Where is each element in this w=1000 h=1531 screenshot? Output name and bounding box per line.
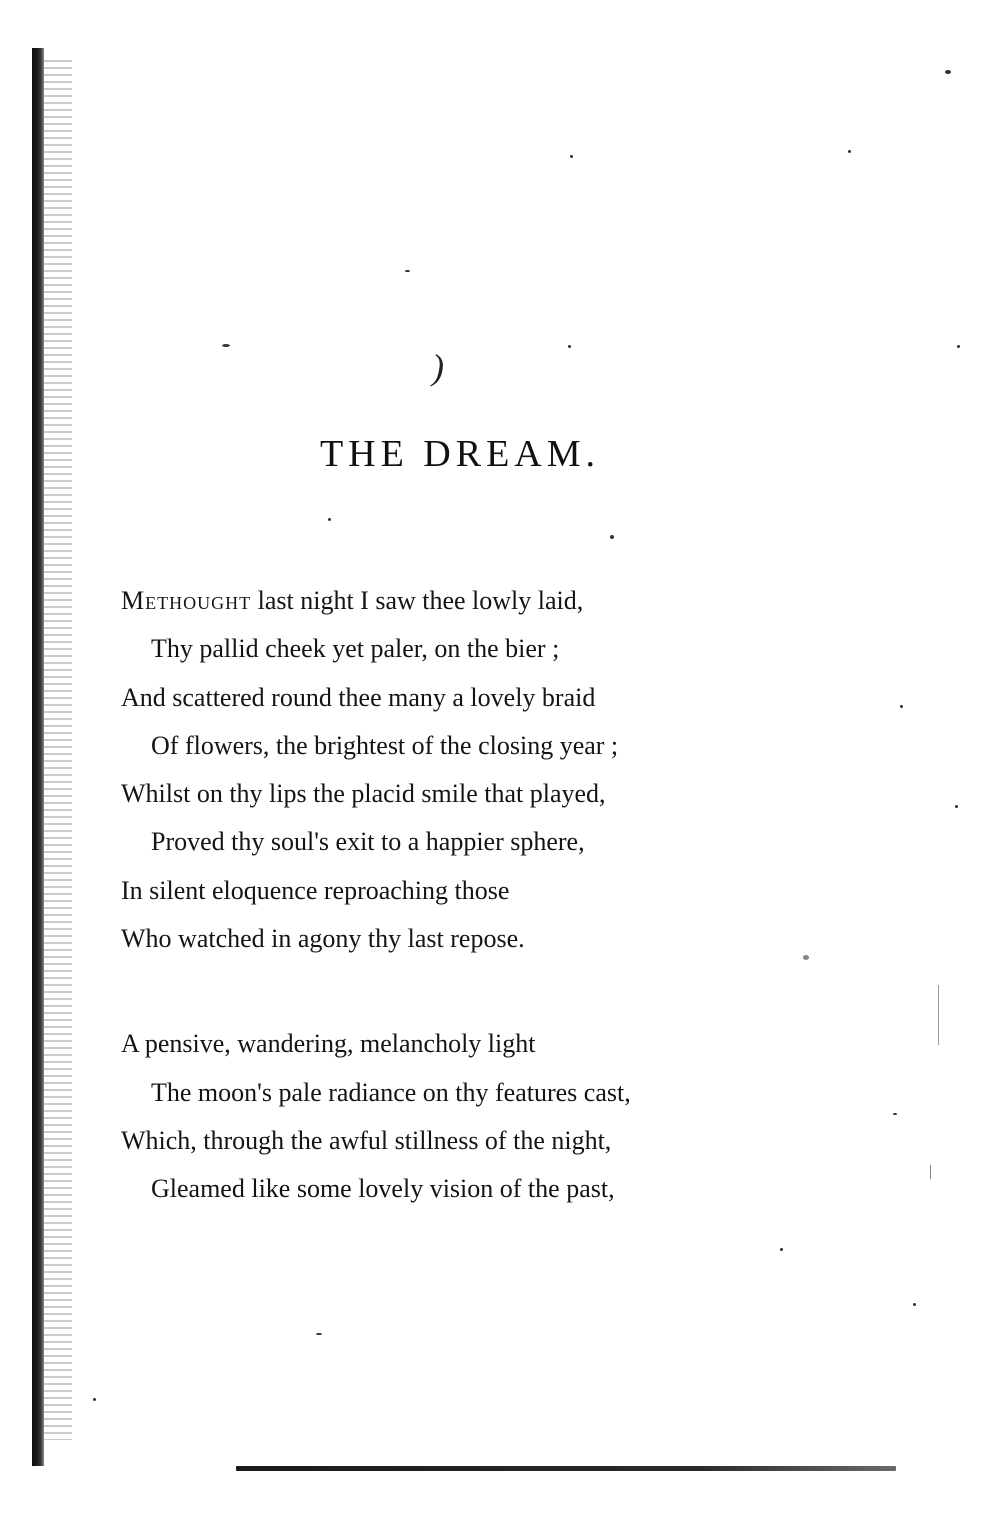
page-binding-edge [32,48,44,1466]
poem-line: A pensive, wandering, melancholy light [121,1029,536,1059]
poem-line: Whilst on thy lips the placid smile that played, [121,779,606,809]
poem-line: Which, through the awful stillness of the night, [121,1125,612,1155]
print-speck [957,345,960,348]
line-text: last night I saw thee lowly laid, [251,586,584,615]
print-speck [316,1333,322,1335]
print-speck [328,518,331,521]
poem-body [121,577,821,1271]
print-speck [568,345,571,348]
poem-line: Thy pallid cheek yet paler, on the bier ; [151,634,560,664]
print-speck [570,155,573,158]
print-speck [222,344,230,347]
print-speck [913,1303,916,1306]
page-ornament: ) [432,347,444,387]
print-speck [405,270,410,272]
opening-word: Methought [121,586,252,615]
print-speck [93,1398,96,1401]
print-speck [893,1113,897,1115]
print-speck [955,805,958,808]
print-speck [610,535,614,539]
poem-line: In silent eloquence reproaching those [121,875,510,905]
print-speck [938,985,939,1045]
poem-line: And scattered round thee many a lovely braid [121,682,596,712]
print-speck [930,1165,931,1179]
stanza-1 [121,577,821,963]
poem-line: The moon's pale radiance on thy features cast, [151,1077,631,1107]
page-binding-shadow [44,60,72,1440]
page-bottom-rule [236,1466,896,1471]
poem-line: Who watched in agony thy last repose. [121,924,525,954]
poem-line: Proved thy soul's exit to a happier sphere, [151,827,585,857]
poem-line: Of flowers, the brightest of the closing year ; [151,730,619,760]
print-speck [900,705,903,708]
print-speck [945,70,951,74]
poem-title: THE DREAM. [319,433,601,475]
poem-line: Gleamed like some lovely vision of the past, [151,1174,615,1204]
print-speck [848,150,851,153]
stanza-2 [121,1020,821,1213]
poem-line [121,577,821,625]
